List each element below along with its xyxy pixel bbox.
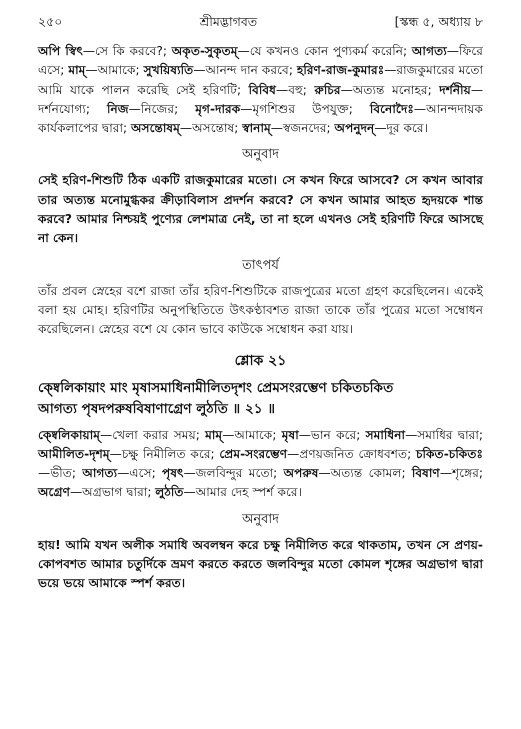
- synonym-meaning: অত্যন্ত মনোহর;: [352, 82, 440, 97]
- synonym-meaning: প্রণয়জনিত ক্রোধবশত;: [299, 446, 416, 461]
- synonym-term: হরিণ-রাজ-কুমারঃ: [296, 63, 385, 78]
- synonym-meaning: স্বজনদের;: [282, 121, 335, 136]
- synonym-term: বিনোদৈঃ: [369, 101, 414, 116]
- synonym-term: দর্শনীয়: [439, 82, 471, 97]
- synonym-term: অগ্রেণ: [38, 485, 70, 500]
- synonym-meaning: আমাকে;: [234, 427, 282, 442]
- synonym-term: আগত্য: [82, 466, 118, 481]
- book-title: শ্রীমদ্ভাগবত: [199, 14, 258, 29]
- synonym-term: প্রেম-সংরম্ভেণ: [219, 446, 288, 461]
- verse-line: ক্ষ্বেলিকায়াং মাং মৃষাসমাধিনামীলিতদৃশং প্রেমসংরম্ভেণ চকিতচকিত: [38, 379, 394, 396]
- synonym-term: লুঠতি: [155, 485, 184, 500]
- synonym-meaning: অত্যন্ত কোমল;: [330, 466, 412, 481]
- synonym-meaning: আমার দেহ স্পর্শ করে।: [195, 485, 302, 500]
- synonym-term: স্বানাম্: [242, 121, 271, 136]
- synonym-meaning: সে কি করবে?;: [95, 44, 172, 58]
- synonym-term: সমাধিনা: [365, 427, 406, 442]
- synonym-term: অসন্তোষম্: [130, 121, 180, 136]
- synonym-meaning: দর্শনযোগ্য;: [38, 101, 107, 116]
- synonym-term: মৃগ-দারক: [195, 101, 241, 116]
- synonym-meaning: আনন্দ দান করবে;: [205, 63, 297, 78]
- synonym-meaning: আমাকে;: [97, 63, 144, 78]
- synonym-meaning: নিজের;: [140, 101, 196, 116]
- synonym-meaning: ভান করে;: [310, 427, 366, 442]
- synonym-meaning: আনন্দদায়ক কার্যকলাপের দ্বারা;: [38, 101, 483, 136]
- synonym-term: অপনুদন্: [334, 121, 375, 136]
- synonym-meaning: ভীত;: [50, 466, 83, 481]
- translation-heading: অনুবাদ: [242, 511, 279, 527]
- synonyms-verse-21: ক্ষ্বেলিকায়াম্—খেলা করার সময়; মাম্—আমাকে; মৃষা—ভান করে; সমাধিনা—সমাধির দ্বারা; আমীলিত-দৃশম্—চক্ষু নিমীলিত করে; প্রেম-সংরম্ভেণ—প্রণয়জনিত ক্রোধবশত; চকিত-চকিতঃ—ভীত; আগত্য—এসে; পৃষৎ—জলবিন্দুর মতো; অপরুষ—অত্যন্ত কোমল; বিষাণ—শৃঙ্গের; অগ্রেণ—অগ্রভাগ দ্বারা; লুঠতি—আমার দেহ স্পর্শ করে।: [38, 427, 484, 500]
- synonym-term: মাম্: [68, 63, 86, 78]
- synonym-meaning: চক্ষু নিমীলিত করে;: [121, 446, 220, 461]
- synonym-term: চকিত-চকিতঃ: [415, 446, 483, 461]
- synonym-term: অপরুষ: [283, 466, 319, 481]
- synonym-meaning: ফিরে এসে;: [38, 44, 483, 78]
- synonym-term: মৃষা: [281, 427, 299, 442]
- translation-verse-21: হায়! আমি যখন অলীক সমাধি অবলম্বন করে চক্ষু নিমীলিত করে থাকতাম, তখন সে প্রণয়-কোপবশত আমার চতুর্দিকে ভ্রমণ করতে করতে জলবিন্দুর মতো কোমল শৃঙ্গের অগ্রভাগ দ্বারা ভয়ে ভয়ে আমাকে স্পর্শ করত।: [38, 537, 483, 591]
- synonym-meaning: শৃঙ্গের;: [452, 466, 484, 481]
- shloka-heading: শ্লোক ২১: [234, 352, 287, 369]
- synonym-meaning: খেলা করার সময়;: [112, 427, 206, 442]
- synonym-meaning: অসন্তোষ;: [192, 121, 243, 136]
- synonym-term: সুখয়িষ্যতি: [143, 63, 194, 78]
- synonym-meaning: মৃগশিশুর উপযুক্ত;: [252, 101, 370, 116]
- synonym-term: বিষাণ: [411, 466, 440, 481]
- section-reference: [স্কন্ধ ৫, অধ্যায় ৮: [394, 14, 483, 29]
- synonym-term: পৃষৎ: [162, 466, 184, 481]
- synonym-meaning: যে কখনও কোন পুণ্যকর্ম করেনি;: [249, 44, 412, 58]
- translation-verse-20: সেই হরিণ-শিশুটি ঠিক একটি রাজকুমারের মতো। সে কখন ফিরে আসবে? সে কখন আবার তার অত্যন্ত মনোমুগ্ধকর ক্রীড়াবিলাস প্রদর্শন করবে? সে কখন আমার আহত হৃদয়কে শান্ত করবে? আমার নিশ্চয়ই পুণ্যের লেশমাত্র নেই, তা না হলে এখনও সেই হরিণটি ফিরে আসছে না কেন।: [38, 173, 483, 246]
- synonym-meaning: সমাধির দ্বারা;: [417, 427, 484, 442]
- synonym-meaning: এসে;: [129, 466, 163, 481]
- synonym-term: রুচির: [314, 82, 341, 97]
- synonym-term: অকৃত-সুকৃতম্: [171, 44, 238, 58]
- synonym-term: নিজ: [107, 101, 129, 116]
- purport-text: তাঁর প্রবল স্নেহের বশে রাজা তাঁর হরিণ-শিশুটিকে রাজপুত্রের মতো গ্রহণ করেছিলেন। একেই বলা হয় মোহ। হরিণটির অনুপস্থিতিতে উৎকণ্ঠাবশত রাজা তাকে তাঁর পুত্রের মতো সম্বোধন করেছিলেন। স্নেহের বশে যে কোন ভাবে কাউকে সম্বোধন করা যায়।: [38, 283, 483, 337]
- synonym-term: বিবিধ: [248, 82, 277, 97]
- page-number: ২৫০: [38, 14, 63, 29]
- page-header: [38, 14, 483, 34]
- synonym-term: আমীলিত-দৃশম্: [38, 446, 110, 461]
- translation-heading: অনুবাদ: [242, 147, 279, 163]
- synonym-meaning: রাজকুমারের মতো আমি যাকে পালন করেছি সেই হরিণটি;: [38, 63, 484, 97]
- synonyms-verse-20: অপি স্বিৎ—সে কি করবে?; অকৃত-সুকৃতম্—যে কখনও কোন পুণ্যকর্ম করেনি; আগত্য—ফিরে এসে; মাম্—আমাকে; সুখয়িষ্যতি—আনন্দ দান করবে; হরিণ-রাজ-কুমারঃ—রাজকুমারের মতো আমি যাকে পালন করেছি সেই হরিণটি; বিবিধ—বহু; রুচির—অত্যন্ত মনোহর; দর্শনীয়—দর্শনযোগ্য; নিজ—নিজের; মৃগ-দারক—মৃগশিশুর উপযুক্ত; বিনোদৈঃ—আনন্দদায়ক কার্যকলাপের দ্বারা; অসন্তোষম্—অসন্তোষ; স্বানাম্—স্বজনদের; অপনুদন্—দূর করে।: [38, 44, 484, 136]
- synonym-meaning: দূর করে।: [386, 121, 428, 136]
- synonym-term: ক্ষ্বেলিকায়াম্: [38, 427, 101, 442]
- synonym-meaning: বহু;: [288, 82, 315, 97]
- purport-heading: তাৎপর্য: [242, 257, 279, 273]
- synonym-meaning: অগ্রভাগ দ্বারা;: [82, 485, 156, 500]
- synonym-term: অপি স্বিৎ: [38, 44, 83, 58]
- synonym-meaning: জলবিন্দুর মতো;: [195, 466, 284, 481]
- synonym-term: মাম্: [205, 427, 223, 442]
- verse-line: আগত্য পৃষদপরুষবিষাণাগ্রেণ লুঠতি ॥ ২১ ॥: [38, 400, 276, 417]
- synonym-term: আগত্য: [411, 44, 447, 58]
